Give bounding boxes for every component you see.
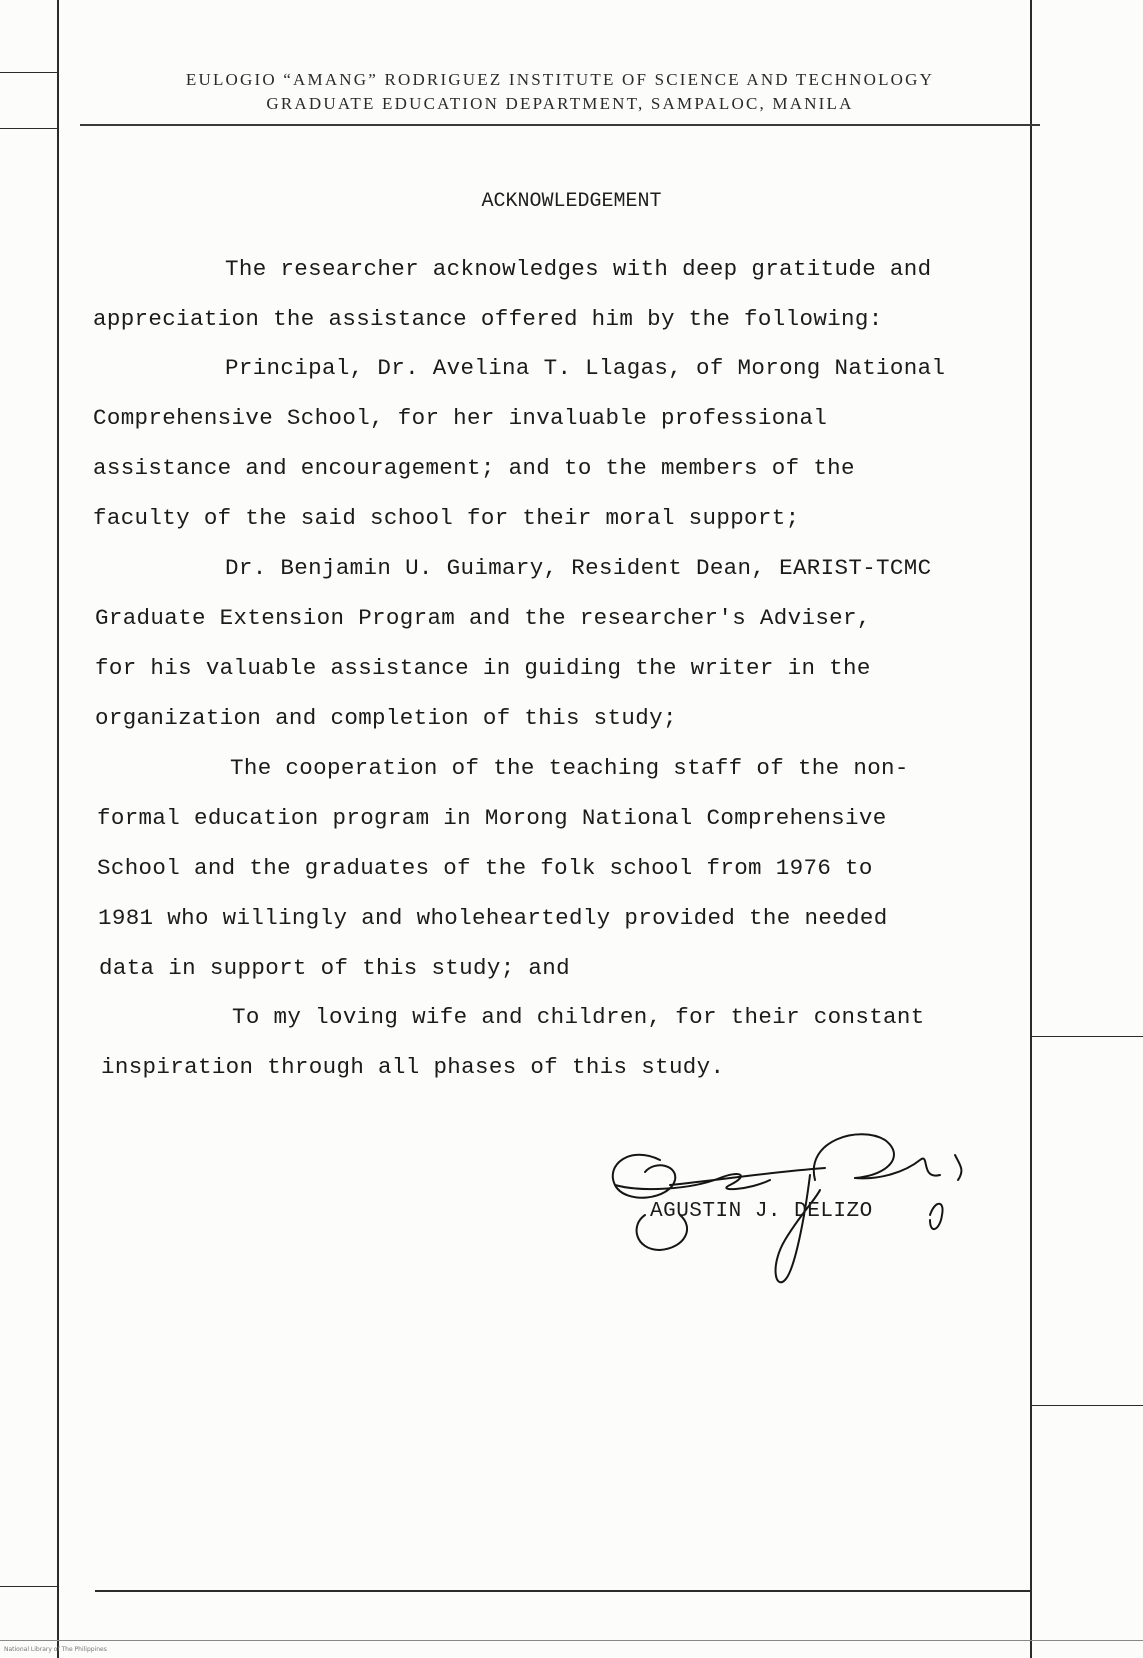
body-line: formal education program in Morong National Comprehensive (97, 805, 887, 831)
department-address: GRADUATE EDUCATION DEPARTMENT, SAMPALOC, MANILA (266, 94, 854, 113)
body-line: appreciation the assistance offered him by the following: (93, 306, 883, 332)
body-line: To my loving wife and children, for their constant (232, 1004, 925, 1030)
left-margin-tick-bottom (0, 1586, 58, 1587)
body-line: Dr. Benjamin U. Guimary, Resident Dean, EARIST-TCMC (225, 555, 932, 581)
body-line: 1981 who willingly and wholeheartedly provided the needed (98, 905, 888, 931)
body-line: Comprehensive School, for her invaluable professional (93, 405, 828, 431)
signatory-name: AGUSTIN J. DELIZO (650, 1200, 873, 1223)
body-line: organization and completion of this study; (95, 705, 677, 731)
body-line: assistance and encouragement; and to the members of the (93, 455, 855, 481)
right-margin-tick-2 (1030, 1405, 1143, 1406)
page-title: ACKNOWLEDGEMENT (481, 190, 662, 213)
left-margin-tick-top (0, 72, 58, 73)
bottom-rule (95, 1590, 1030, 1592)
right-margin-tick-1 (1030, 1036, 1143, 1037)
bottom-edge-line (0, 1640, 1143, 1641)
header-rule (80, 124, 1040, 126)
body-line: inspiration through all phases of this study. (101, 1054, 725, 1080)
right-page-border (1030, 0, 1032, 1658)
body-line: School and the graduates of the folk school from 1976 to (97, 855, 873, 881)
body-line: Graduate Extension Program and the researcher's Adviser, (95, 605, 871, 631)
left-margin-tick-2 (0, 128, 58, 129)
body-line: The researcher acknowledges with deep gratitude and (225, 256, 932, 282)
body-line: faculty of the said school for their moral support; (93, 505, 800, 531)
body-line: data in support of this study; and (99, 955, 570, 981)
archive-stamp: National Library of The Philippines (4, 1646, 107, 1653)
body-line: for his valuable assistance in guiding the writer in the (95, 655, 871, 681)
left-page-border (57, 0, 59, 1658)
body-line: Principal, Dr. Avelina T. Llagas, of Morong National (225, 355, 946, 381)
institution-name: EULOGIO “AMANG” RODRIGUEZ INSTITUTE OF SCIENCE AND TECHNOLOGY (185, 70, 935, 89)
body-line: The cooperation of the teaching staff of the non- (230, 755, 909, 781)
